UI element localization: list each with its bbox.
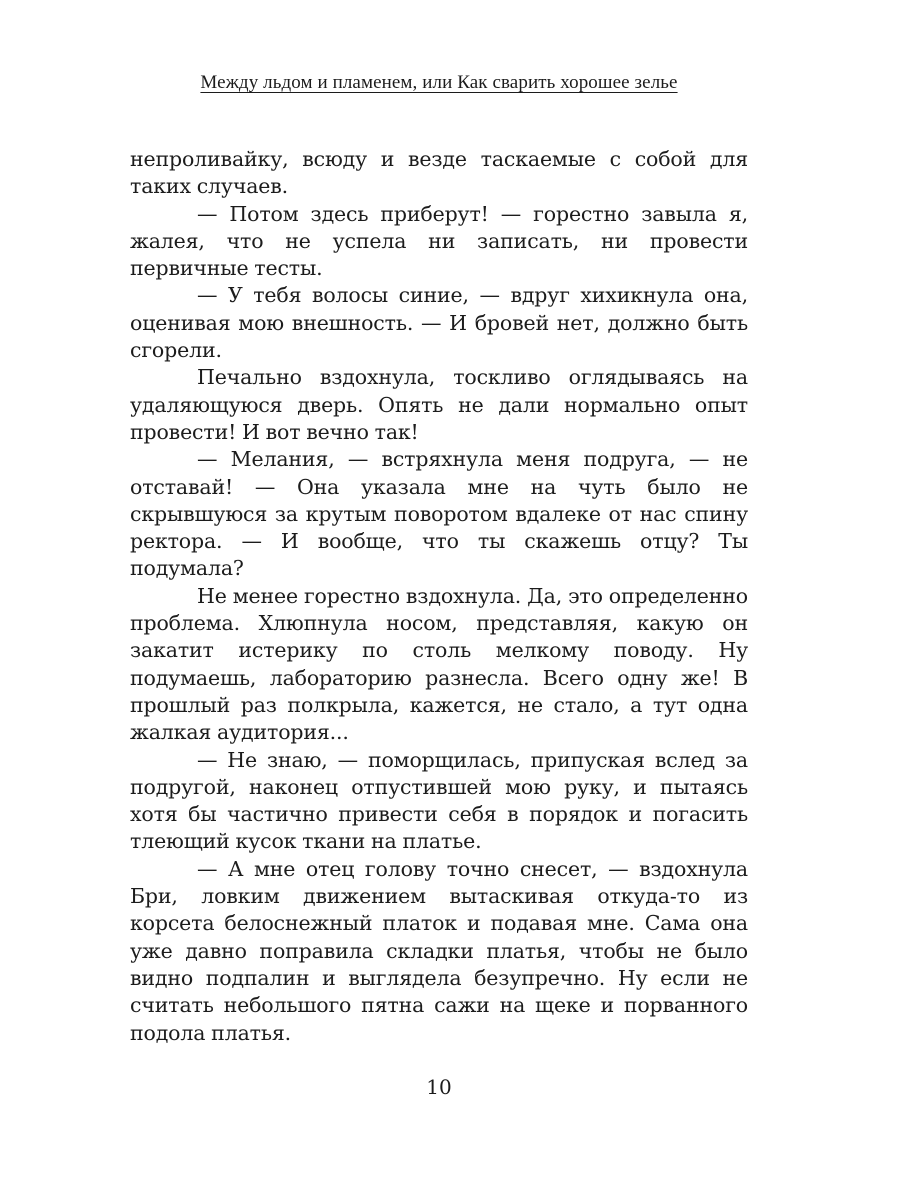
paragraph: Не менее горестно вздохнула. Да, это определенно проблема. Хлюпнула носом, представляя, какую он закатит истерику по столь мелкому поводу. Ну подумаешь, лабораторию разнесла. Всего одну же! В прошлый раз полкрыла, кажется, не стало, а тут одна жалкая аудитория... bbox=[130, 583, 748, 745]
paragraph: — Не знаю, — поморщилась, припуская вслед за подругой, наконец отпустившей мою руку, и пытаясь хотя бы частично привести себя в порядок и погасить тлеющий кусок ткани на платье. bbox=[130, 747, 748, 854]
paragraph: — Потом здесь приберут! — горестно завыла я, жалея, что не успела ни записать, ни провести первичные тесты. bbox=[130, 201, 748, 281]
paragraph: непроливайку, всюду и везде таскаемые с собой для таких случаев. bbox=[130, 147, 748, 199]
paragraph: — А мне отец голову точно снесет, — вздохнула Бри, ловким движением вытаскивая откуда-то из корсета белоснежный платок и подавая мне. Сама она уже давно поправила складки платья, чтобы не было видно подпалин и выглядела безупречно. Ну если не считать небольшого пятна сажи на щеке и порванного подола платья. bbox=[130, 856, 748, 1045]
body-text bbox=[130, 146, 748, 1047]
running-header: Между льдом и пламенем, или Как сварить хорошее зелье bbox=[200, 72, 678, 93]
paragraph: — Мелания, — встряхнула меня подруга, — не отставай! — Она указала мне на чуть было не скрывшуюся за крутым поворотом вдалеке от нас спину ректора. — И вообще, что ты скажешь отцу? Ты подумала? bbox=[130, 447, 748, 581]
paragraph: — У тебя волосы синие, — вдруг хихикнула она, оценивая мою внешность. — И бровей нет, должно быть сгорели. bbox=[130, 283, 748, 363]
paragraph: Печально вздохнула, тоскливо оглядываясь на удаляющуюся дверь. Опять не дали нормально опыт провести! И вот вечно так! bbox=[130, 365, 748, 444]
page-number: 10 bbox=[426, 1075, 452, 1099]
